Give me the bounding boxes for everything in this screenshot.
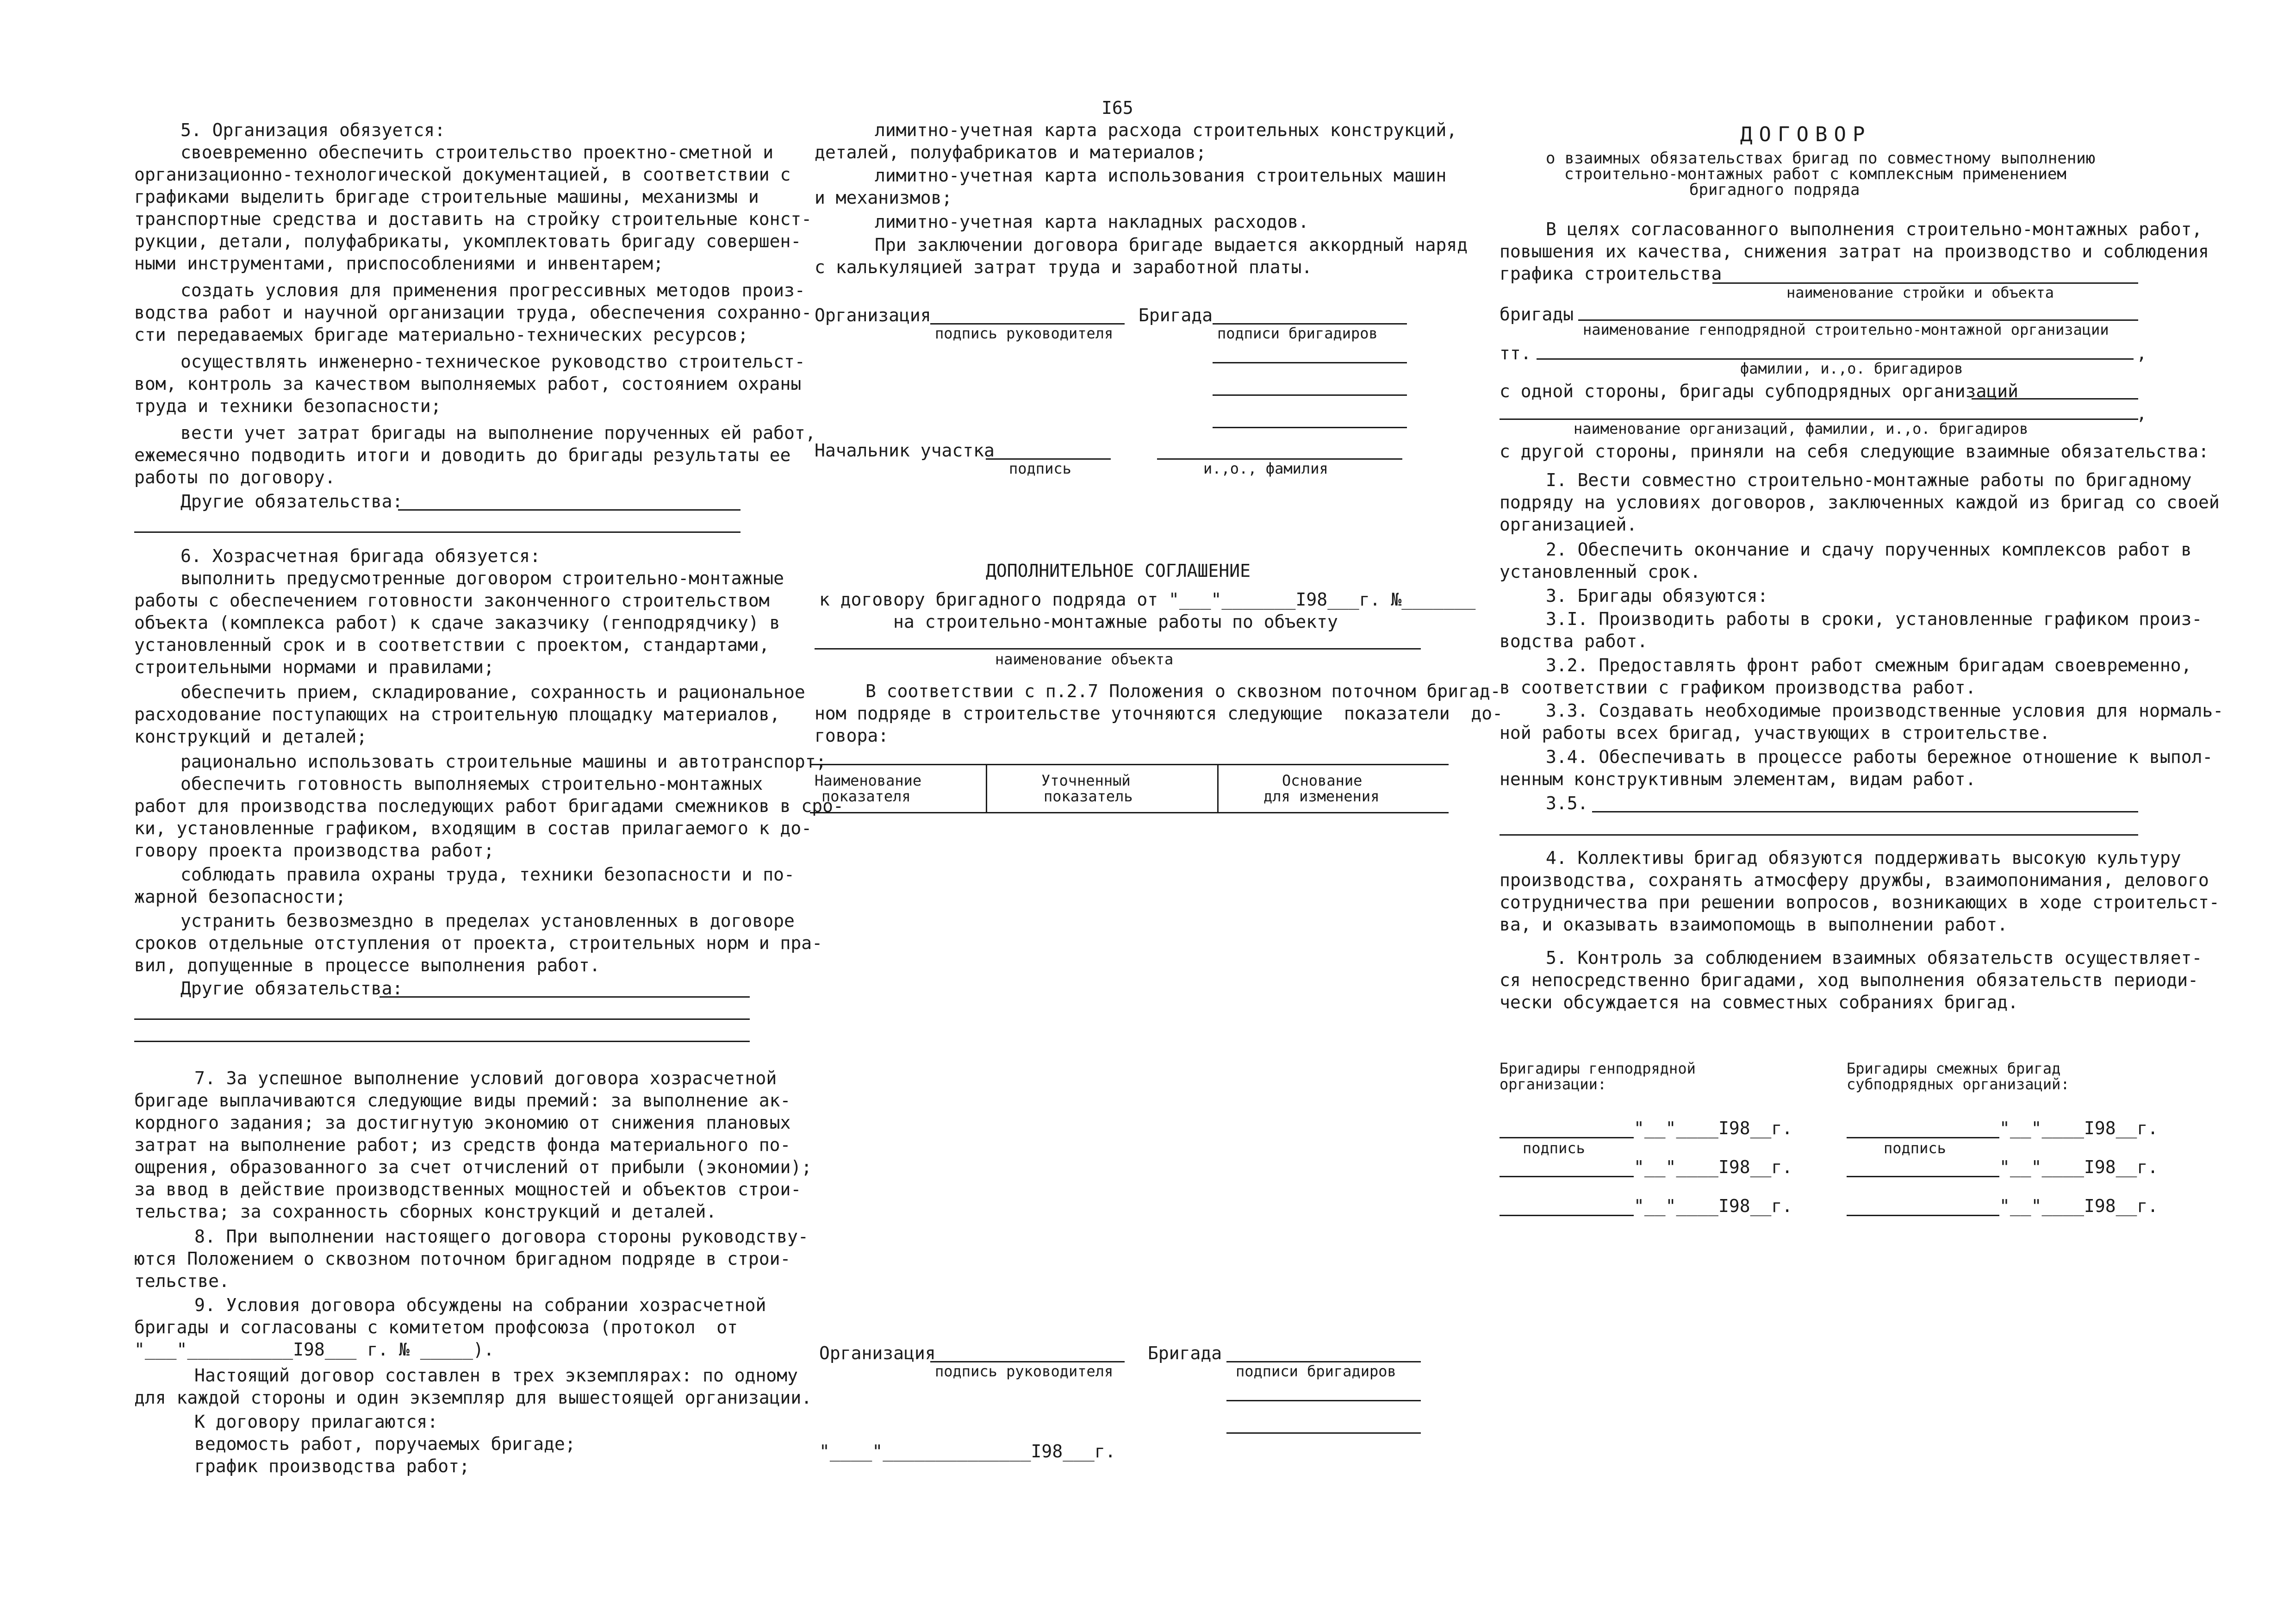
para: I. Вести совместно строительно-монтажные работы по бригадному xyxy=(1546,470,2192,490)
brigades-label: бригады xyxy=(1500,304,1574,325)
sig-caption: подпись xyxy=(1009,460,1071,477)
s7-line: бригаде выплачиваются следующие виды премий: за выполнение ак- xyxy=(134,1090,791,1111)
sig-date: "__"____I98__г. xyxy=(1634,1118,1793,1138)
object-caption: наименование объекта xyxy=(995,650,1174,668)
s6-line: устранить безвозмездно в пределах установленных в договоре xyxy=(180,911,795,931)
contract-subtitle: о взаимных обязательствах бригад по совместному выполнению xyxy=(1546,149,2096,168)
intro-line: графика строительства xyxy=(1500,263,1722,284)
s6-line: обеспечить прием, складирование, сохранность и рациональное xyxy=(180,682,805,702)
tt-label: тт. xyxy=(1500,343,1531,363)
s9-line: Настоящий договор составлен в трех экземплярах: по одному xyxy=(194,1365,798,1386)
s5-line: ежемесячно подводить итоги и доводить до бригады результаты ее xyxy=(134,445,791,465)
s6-line: расходование поступающих на строительную площадку материалов, xyxy=(134,704,780,725)
s8-line: ются Положением о сквозном поточном бригадном подряде в строи- xyxy=(134,1249,791,1269)
para: ва, и оказывать взаимопомощь в выполнении работ. xyxy=(1500,914,2008,935)
table-header: для изменения xyxy=(1263,787,1380,805)
s9-line: бригады и согласованы с комитетом профсоюза (протокол от xyxy=(134,1317,738,1337)
fill-line xyxy=(1500,834,2138,836)
comma: , xyxy=(2136,403,2147,424)
para: 3.4. Обеспечивать в процессе работы бережное отношение к выпол- xyxy=(1546,747,2213,767)
sig-line xyxy=(1847,1215,1999,1216)
sig-caption: подписи бригадиров xyxy=(1236,1362,1396,1380)
one-side: с одной стороны, бригады субподрядных организаций xyxy=(1500,381,2019,401)
table-header: показатель xyxy=(1044,787,1133,805)
gen-head: Бригадиры генподрядной xyxy=(1500,1060,1696,1077)
comma: , xyxy=(2136,343,2147,363)
brigade-label: Бригада xyxy=(1139,305,1213,325)
table-header: показателя xyxy=(821,787,911,805)
sig-date: "__"____I98__г. xyxy=(1634,1157,1793,1177)
caption: фамилии, и.,о. бригадиров xyxy=(1740,360,1963,377)
fill-line xyxy=(380,996,750,998)
object-line xyxy=(815,648,1421,650)
para: ненным конструктивным элементам, видам работ. xyxy=(1500,769,1976,789)
s5-line: вести учет затрат бригады на выполнение порученных ей работ, xyxy=(180,423,816,443)
s6-heading: 6. Хозрасчетная бригада обязуется: xyxy=(180,546,541,566)
sig-line xyxy=(1213,362,1407,363)
mid-line: При заключении договора бригаде выдается аккордный наряд xyxy=(875,235,1468,255)
s5-line: сти передаваемых бригаде материально-технических ресурсов; xyxy=(134,325,748,345)
caption: наименование стройки и объекта xyxy=(1786,284,2054,301)
s6-line: соблюдать правила охраны труда, техники безопасности и по- xyxy=(180,864,795,885)
gen-head: организации: xyxy=(1500,1075,1607,1093)
s5-line: своевременно обеспечить строительство проектно-сметной и xyxy=(180,142,774,162)
table-header: Наименование xyxy=(815,772,922,789)
para: 3.I. Производить работы в сроки, установленные графиком произ- xyxy=(1546,609,2203,629)
agreement-text: говора: xyxy=(815,725,889,746)
page-number: I65 xyxy=(1101,98,1133,118)
other-side: с другой стороны, приняли на себя следующие взаимные обязательства: xyxy=(1500,441,2209,462)
s6-line: жарной безопасности; xyxy=(134,887,346,907)
mid-line: лимитно-учетная карта накладных расходов. xyxy=(875,212,1309,232)
s8-line: тельстве. xyxy=(134,1271,230,1291)
other-obligations-label: Другие обязательства: xyxy=(180,978,403,999)
s6-line: выполнить предусмотренные договором строительно-монтажные xyxy=(180,568,784,588)
s5-line: работы по договору. xyxy=(134,467,336,487)
sub-head: Бригадиры смежных бригад xyxy=(1847,1060,2061,1077)
para: водства работ. xyxy=(1500,631,1648,651)
sig-caption: подписи бригадиров xyxy=(1217,325,1378,342)
s6-line: обеспечить готовность выполняемых строительно-монтажных xyxy=(180,774,763,794)
brigade-label: Бригада xyxy=(1148,1343,1222,1363)
mid-line: лимитно-учетная карта использования строительных машин xyxy=(875,165,1447,186)
s5-line: графиками выделить бригаде строительные машины, механизмы и xyxy=(134,187,759,207)
s7-line: за ввод в действие производственных мощностей и объектов строи- xyxy=(134,1179,802,1199)
sig-caption: подпись xyxy=(1523,1139,1585,1157)
table-bottom-rule xyxy=(810,812,1449,813)
para: сотрудничества при решении вопросов, возникающих в ходе строительст- xyxy=(1500,892,2220,912)
s5-line: вом, контроль за качеством выполняемых работ, состоянием охраны xyxy=(134,374,802,394)
s6-line: конструкций и деталей; xyxy=(134,726,367,747)
intro-line: В целях согласованного выполнения строительно-монтажных работ, xyxy=(1546,219,2203,239)
mid-line: деталей, полуфабрикатов и материалов; xyxy=(815,142,1207,162)
sig-caption: подпись xyxy=(1884,1139,1946,1157)
s5-line: рукции, детали, полуфабрикаты, укомплектовать бригаду совершен- xyxy=(134,231,802,251)
s9-line: ведомость работ, поручаемых бригаде; xyxy=(194,1434,576,1454)
s5-line: осуществлять инженерно-техническое руководство строительст- xyxy=(180,351,805,372)
s5-line: ными инструментами, приспособлениями и инвентарем; xyxy=(134,253,664,274)
fill-line xyxy=(398,509,740,511)
sig-date: "__"____I98__г. xyxy=(1999,1196,2159,1216)
agreement-line: на строительно-монтажные работы по объекту xyxy=(893,612,1338,632)
agreement-text: ном подряде в строительстве уточняются следующие показатели до- xyxy=(815,703,1503,724)
s9-line: "___"__________I98___ г. № _____). xyxy=(134,1339,494,1360)
s5-line: водства работ и научной организации труда, обеспечения сохранно- xyxy=(134,302,812,323)
s9-line: график производства работ; xyxy=(194,1456,470,1476)
s6-line: вил, допущенные в процессе выполнения работ. xyxy=(134,955,600,975)
sig-line xyxy=(1500,1176,1634,1177)
org-label: Организация xyxy=(815,305,931,325)
s6-line: ки, установленные графиком, входящим в состав прилагаемого к до- xyxy=(134,818,812,838)
other-obligations-label: Другие обязательства: xyxy=(180,491,403,512)
para: в соответствии с графиком производства работ. xyxy=(1500,677,1976,698)
fill-line xyxy=(1972,398,2138,400)
intro-line: повышения их качества, снижения затрат на производство и соблюдения xyxy=(1500,241,2209,262)
s6-line: установленный срок и в соответствии с проектом, стандартами, xyxy=(134,635,770,655)
agreement-line: к договору бригадного подряда от "___"_______I98___г. №_______ xyxy=(819,589,1476,610)
s6-line: работ для производства последующих работ бригадами смежников в сро- xyxy=(134,796,844,816)
sig-caption: и.,о., фамилия xyxy=(1203,460,1328,477)
chief-label: Начальник участка xyxy=(815,440,995,461)
para: 3.3. Создавать необходимые производственные условия для нормаль- xyxy=(1546,700,2224,721)
sig-line xyxy=(1226,1432,1421,1434)
para: подряду на условиях договоров, заключенных каждой из бригад со своей xyxy=(1500,492,2220,512)
s6-line: объекта (комплекса работ) к сдаче заказчику (генподрядчику) в xyxy=(134,612,780,633)
sig-line xyxy=(1226,1400,1421,1401)
s6-line: сроков отдельные отступления от проекта, строительных норм и пра- xyxy=(134,933,823,953)
s7-line: ощрения, образованного за счет отчислений от прибыли (экономии); xyxy=(134,1157,812,1177)
s7-line: 7. За успешное выполнение условий договора хозрасчетной xyxy=(194,1068,777,1088)
s5-line: создать условия для применения прогрессивных методов произ- xyxy=(180,280,805,300)
para: 4. Коллективы бригад обязуются поддерживать высокую культуру xyxy=(1546,848,2181,868)
caption: наименование генподрядной строительно-монтажной организации xyxy=(1583,321,2109,338)
para: чески обсуждается на совместных собраниях бригад. xyxy=(1500,992,2019,1012)
agreement-title: ДОПОЛНИТЕЛЬНОЕ СОГЛАШЕНИЕ xyxy=(986,561,1251,581)
s7-line: затрат на выполнение работ; из средств фонда материального по- xyxy=(134,1135,791,1155)
fill-line xyxy=(134,1041,750,1042)
contract-title: ДОГОВОР xyxy=(1740,123,1872,146)
table-header: Уточненный xyxy=(1041,772,1131,789)
s7-line: кордного задания; за достигнутую экономию от снижения плановых xyxy=(134,1112,791,1133)
org-label: Организация xyxy=(819,1343,936,1363)
fill-line xyxy=(1592,811,2138,812)
mid-line: с калькуляцией затрат труда и заработной платы. xyxy=(815,257,1313,277)
fill-line xyxy=(134,1018,750,1020)
agreement-text: В соответствии с п.2.7 Положения о сквозном поточном бригад- xyxy=(865,681,1501,701)
para: организацией. xyxy=(1500,514,1637,535)
sig-caption: подпись руководителя xyxy=(935,1362,1114,1380)
sig-line xyxy=(1500,1215,1634,1216)
s5-line: транспортные средства и доставить на стройку строительные конст- xyxy=(134,209,812,229)
para: установленный срок. xyxy=(1500,562,1701,582)
para: ной работы всех бригад, участвующих в строительстве. xyxy=(1500,723,2050,743)
s9-line: для каждой стороны и один экземпляр для вышестоящей организации. xyxy=(134,1387,812,1408)
bottom-date: "____"______________I98___г. xyxy=(819,1441,1116,1462)
table-divider xyxy=(1217,764,1219,812)
s6-line: работы с обеспечением готовности законченного строительством xyxy=(134,590,770,611)
table-divider xyxy=(986,764,987,812)
sig-line xyxy=(1213,394,1407,396)
contract-subtitle: строительно-монтажных работ с комплексным применением xyxy=(1564,165,2066,183)
table-header: Основание xyxy=(1282,772,1363,789)
sig-line xyxy=(1500,1137,1634,1138)
s7-line: тельства; за сохранность сборных конструкций и деталей. xyxy=(134,1201,717,1222)
mid-line: и механизмов; xyxy=(815,187,952,208)
caption: наименование организаций, фамилии, и.,о. бригадиров xyxy=(1574,420,2028,437)
para: 3. Бригады обязуются: xyxy=(1546,586,1768,606)
s6-line: говору проекта производства работ; xyxy=(134,840,494,861)
para: 3.2. Предоставлять фронт работ смежным бригадам своевременно, xyxy=(1546,655,2192,675)
mid-line: лимитно-учетная карта расхода строительных конструкций, xyxy=(875,120,1457,140)
para: 2. Обеспечить окончание и сдачу порученных комплексов работ в xyxy=(1546,539,2192,560)
para: 5. Контроль за соблюдением взаимных обязательств осуществляет- xyxy=(1546,948,2203,968)
table-top-rule xyxy=(810,764,1449,765)
sig-line xyxy=(1847,1176,1999,1177)
s6-line: строительными нормами и правилами; xyxy=(134,657,494,677)
s5-line: организационно-технологической документацией, в соответствии с xyxy=(134,164,791,185)
s5-line: труда и техники безопасности; xyxy=(134,396,442,416)
sig-line xyxy=(1213,427,1407,428)
para: ся непосредственно бригадами, ход выполнения обязательств периоди- xyxy=(1500,970,2198,990)
fill-line xyxy=(134,531,740,533)
s9-line: 9. Условия договора обсуждены на собрании хозрасчетной xyxy=(194,1295,766,1315)
s5-heading: 5. Организация обязуется: xyxy=(180,120,445,140)
sig-date: "__"____I98__г. xyxy=(1999,1118,2159,1138)
sub-head: субподрядных организаций: xyxy=(1847,1075,2070,1093)
s9-line: К договору прилагаются: xyxy=(194,1412,438,1432)
para: 3.5. xyxy=(1546,793,1588,813)
sig-caption: подпись руководителя xyxy=(935,325,1114,342)
para: производства, сохранять атмосферу дружбы, взаимопонимания, делового xyxy=(1500,870,2209,890)
s8-line: 8. При выполнении настоящего договора стороны руководству- xyxy=(194,1226,809,1247)
sig-date: "__"____I98__г. xyxy=(1999,1157,2159,1177)
sig-date: "__"____I98__г. xyxy=(1634,1196,1793,1216)
contract-subtitle: бригадного подряда xyxy=(1689,181,1860,199)
sig-line xyxy=(1847,1137,1999,1138)
s6-line: рационально использовать строительные машины и автотранспорт; xyxy=(180,751,827,772)
